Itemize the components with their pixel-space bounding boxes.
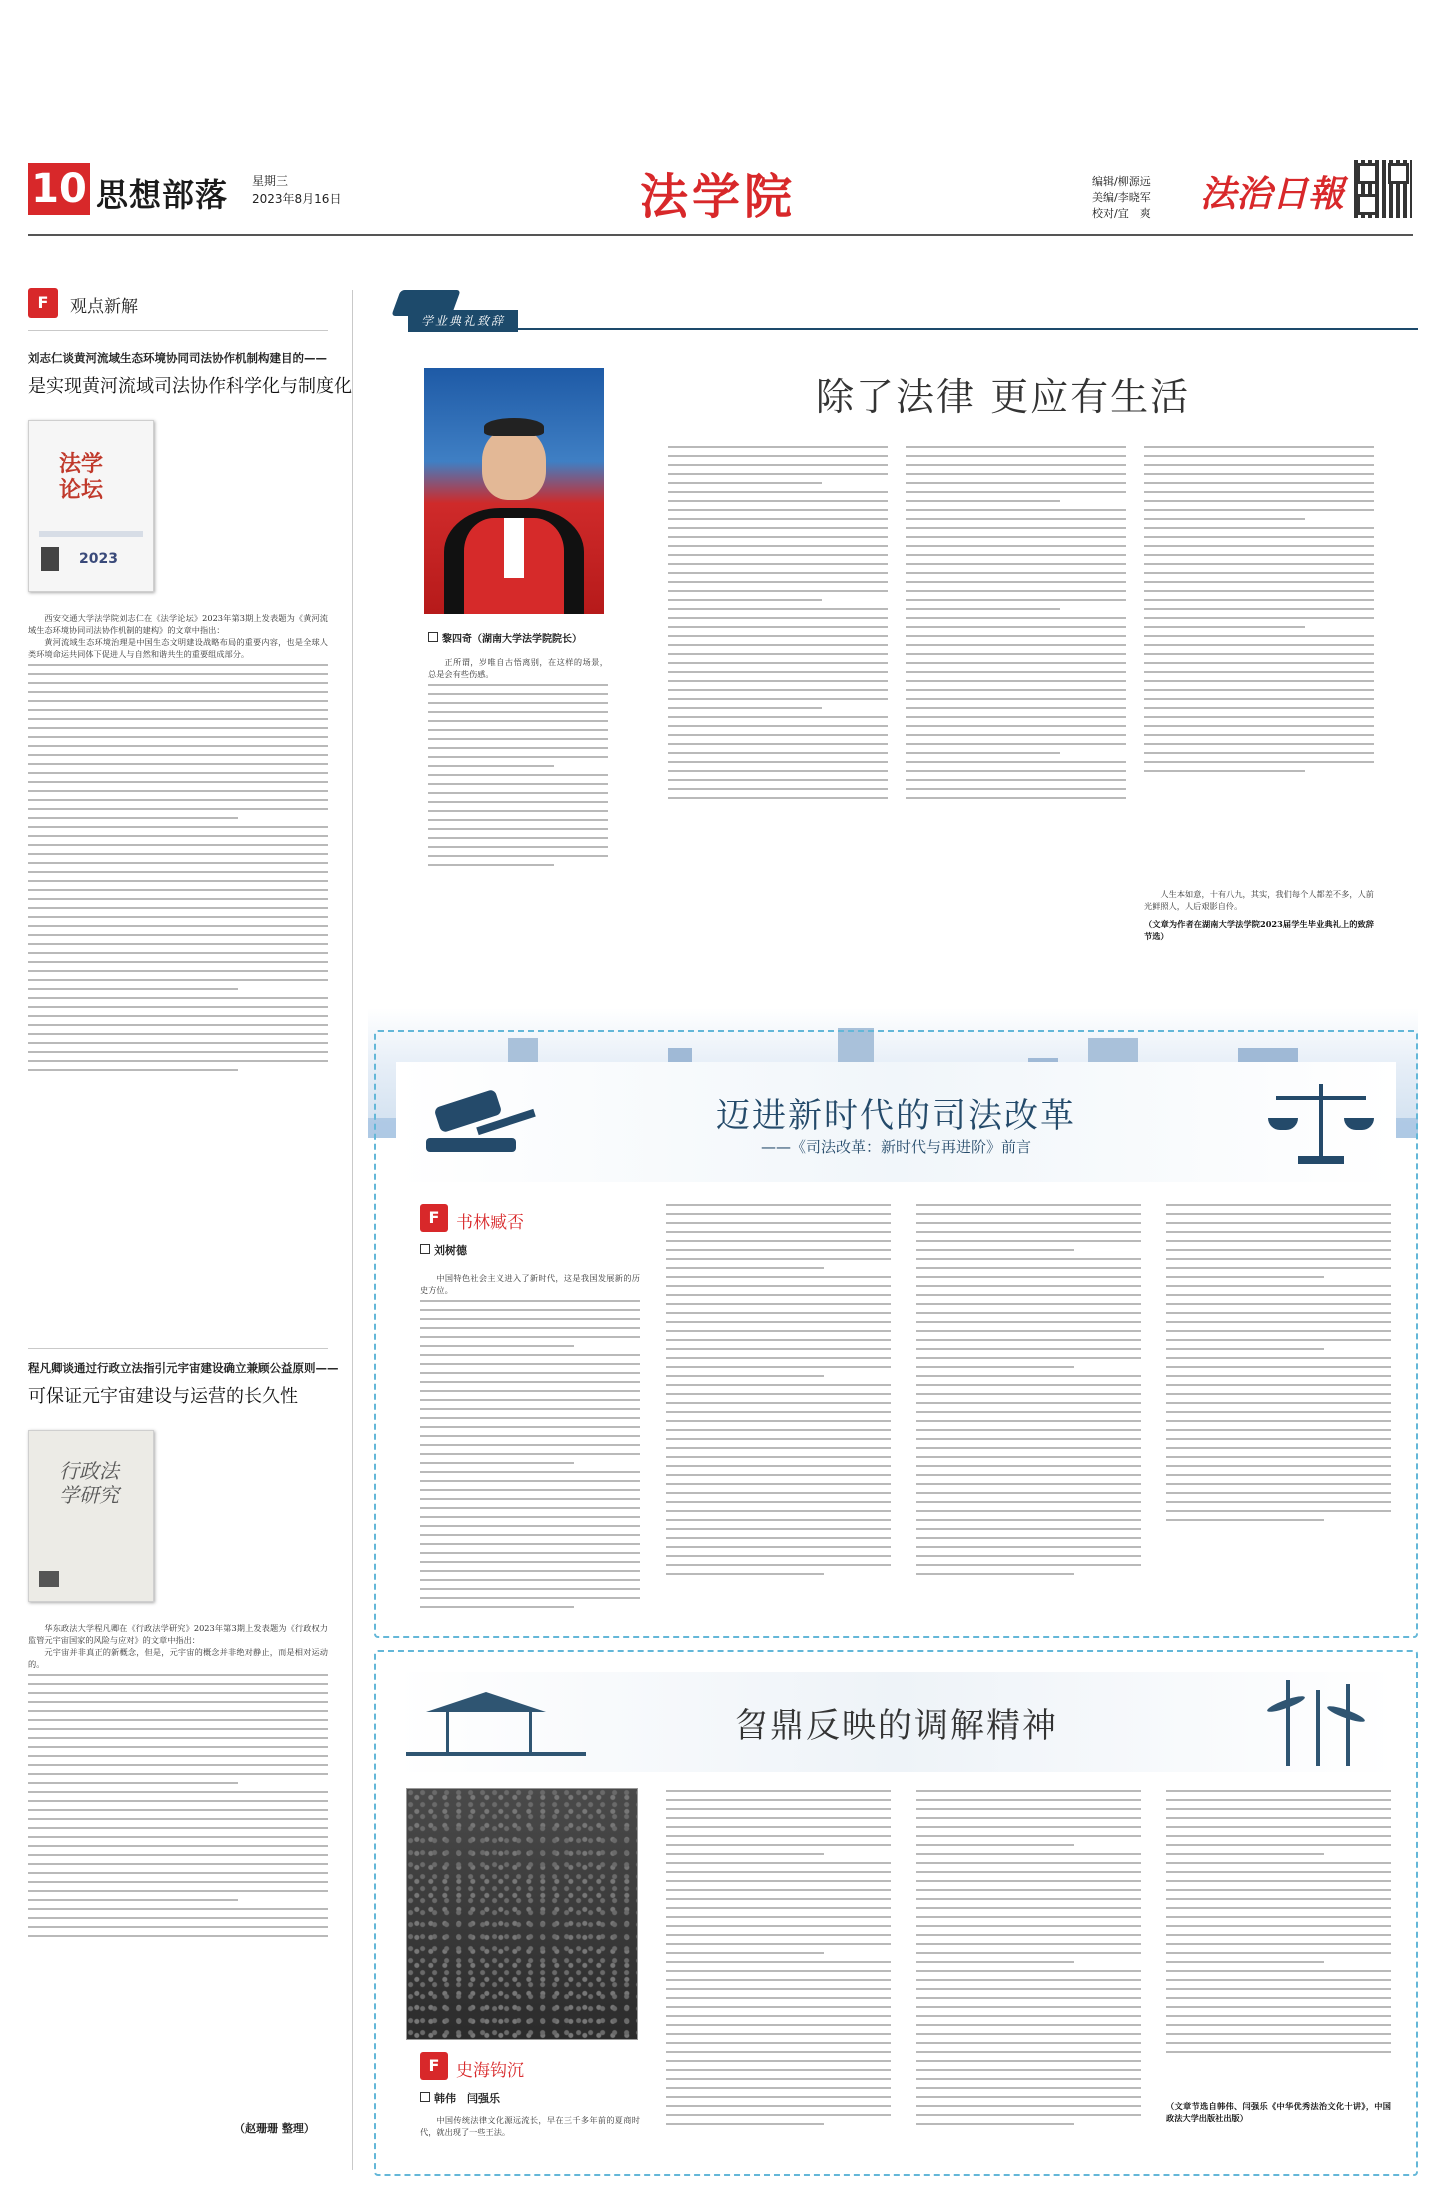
square-bullet-icon — [420, 1244, 430, 1254]
section-name: 思想部落 — [96, 176, 229, 214]
title-band — [396, 1672, 1396, 1772]
article-column — [428, 656, 608, 986]
article-column — [420, 2114, 640, 2162]
square-bullet-icon — [420, 2092, 430, 2102]
article-source-note: （文章为作者在湖南大学法学院2023届学生毕业典礼上的致辞节选） — [1144, 919, 1374, 941]
article-column — [666, 1204, 891, 1612]
article-column — [1166, 1204, 1391, 1612]
article-opening: 正所谓，岁唯自古悟离别，在这样的场景，总是会有些伤感。 — [428, 657, 608, 679]
column-title: 法学院 — [640, 169, 797, 225]
qr-code-icon — [1354, 160, 1412, 218]
editor-credits — [1092, 174, 1151, 222]
issue-weekday: 星期三 — [252, 174, 289, 188]
article-middle — [374, 1030, 1418, 1638]
article-column — [1166, 1790, 1391, 2090]
sidebar-article-title: 是实现黄河流域司法协作科学化与制度化 — [28, 376, 352, 397]
section-logo-icon: F — [420, 1204, 448, 1232]
article-column — [666, 1790, 891, 2160]
column-divider — [352, 290, 353, 2170]
article-column — [916, 1790, 1141, 2160]
article-title: 除了法律 更应有生活 — [816, 375, 1191, 419]
designer-credit: 美编/李晓军 — [1092, 191, 1151, 204]
article-column — [916, 1204, 1141, 1612]
divider — [28, 1348, 328, 1349]
article-column — [668, 446, 888, 986]
article-excerpt: 中国特色社会主义进入了新时代，这是我国发展新的历史方位。 — [420, 1273, 640, 1295]
header-rule — [28, 234, 1413, 236]
author-byline: 韩伟 闫强乐 — [420, 2090, 500, 2106]
pavilion-illustration — [406, 1682, 586, 1762]
photo-caption: 黎四奇（湖南大学法学院院长） — [428, 630, 582, 645]
article-excerpt: 中国传统法律文化源远流长，早在三千多年前的夏商时代，就出现了一些王法。 — [420, 2115, 640, 2137]
article-source-note: （文章节选自韩伟、闫强乐《中华优秀法治文化十讲》，中国政法大学出版社出版） — [1166, 2101, 1391, 2123]
speaker-photo — [424, 368, 604, 614]
section-logo-icon: F — [420, 2052, 448, 2080]
article-bottom — [374, 1650, 1418, 2176]
author-byline: 刘树德 — [420, 1242, 467, 1258]
gavel-icon — [426, 1092, 536, 1156]
section-label-text: 书林臧否 — [456, 1213, 524, 1233]
article-column — [1144, 888, 1374, 988]
bamboo-illustration — [1246, 1680, 1386, 1766]
issue-date: 2023年8月16日 — [252, 192, 342, 206]
sidebar-article-kicker: 程凡卿谈通过行政立法指引元宇宙建设确立兼顾公益原则—— — [28, 1361, 339, 1375]
journal-cover-year: 2023 — [79, 551, 118, 567]
sidebar-article-excerpt: 黄河流域生态环境治理是中国生态文明建设战略布局的重要内容，也是全球人类环境命运共同体下促进人与自然和谐共生的重要组成部分。 — [28, 637, 328, 659]
sidebar-article-intro: 西安交通大学法学院刘志仁在《法学论坛》2023年第3期上发表题为《黄河流域生态环境协同司法协作机制的建构》的文章中指出： — [28, 613, 328, 635]
sidebar-article-body — [28, 1622, 328, 2092]
article-excerpt: 人生本如意，十有八九，其实，我们每个人都差不多，人前光鲜照人，人后艰影自伶。 — [1144, 889, 1374, 911]
editor-note: （赵珊珊 整理） — [234, 2122, 315, 2135]
banner — [368, 288, 1418, 336]
article-title: 曶鼎反映的调解精神 — [734, 1706, 1058, 1746]
sidebar-article-body — [28, 612, 328, 1332]
sidebar-article-title: 可保证元宇宙建设与运营的长久性 — [28, 1386, 298, 1407]
sidebar-article-intro: 华东政法大学程凡卿在《行政法学研究》2023年第3期上发表题为《行政权力监管元宇宙国家的风险与应对》的文章中指出： — [28, 1623, 328, 1645]
article-column — [906, 446, 1126, 986]
section-label-text: 史海钩沉 — [456, 2061, 524, 2081]
banner-label: 学业典礼致辞 — [408, 310, 518, 332]
proofreader-credit: 校对/宜 爽 — [1092, 207, 1151, 220]
banner-rule — [518, 328, 1418, 330]
journal-cover-title: 法学论坛 — [59, 451, 104, 503]
article-title: 迈进新时代的司法改革 — [716, 1096, 1076, 1136]
title-band — [396, 1062, 1396, 1182]
bronze-inscription-image — [406, 1788, 638, 2040]
journal-cover-image — [28, 420, 154, 592]
scales-of-justice-icon — [1266, 1078, 1376, 1168]
sidebar-article-excerpt: 元宇宙并非真正的新概念，但是，元宇宙的概念并非绝对静止，而是相对运动的。 — [28, 1647, 328, 1669]
divider — [28, 330, 328, 331]
editor-credit: 编辑/柳源远 — [1092, 175, 1151, 188]
sidebar-label-text: 观点新解 — [70, 297, 138, 317]
sidebar — [28, 280, 352, 2170]
journal-cover-title: 行政法学研究 — [59, 1459, 119, 1507]
section-logo-icon: F — [28, 288, 58, 318]
sidebar-article-kicker: 刘志仁谈黄河流域生态环境协同司法协作机制构建目的—— — [28, 351, 327, 365]
article-column — [420, 1272, 640, 1612]
page-header — [0, 150, 1440, 240]
page-number: 10 — [28, 163, 90, 215]
journal-cover-image — [28, 1430, 154, 1602]
square-bullet-icon — [428, 632, 438, 642]
masthead: 法治日報 — [1200, 173, 1345, 215]
article-subtitle: ——《司法改革：新时代与再进阶》前言 — [760, 1138, 1031, 1156]
